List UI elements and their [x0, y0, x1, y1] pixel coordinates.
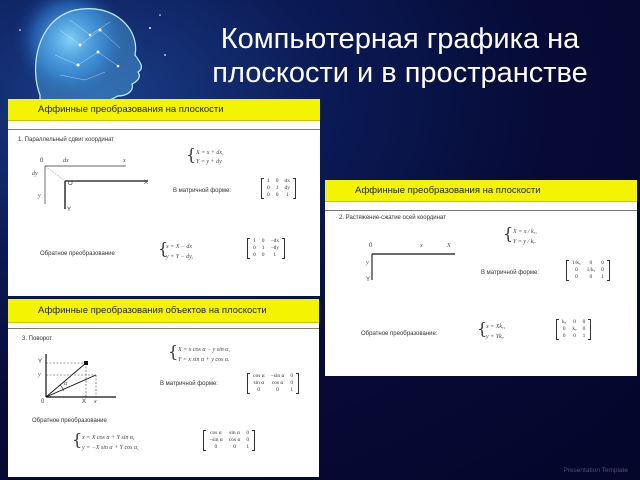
- X-axis-label: X: [144, 180, 149, 186]
- inverse-equation-1: x = X cos α + Y sin α,: [82, 435, 135, 441]
- brace: {: [72, 430, 83, 449]
- X-axis-label: X: [82, 399, 87, 405]
- Y-axis-label: Y: [67, 207, 72, 213]
- inverse-equation-1: x = Xkₓ,: [486, 324, 506, 330]
- equation-1: X = x cos α − y sin α,: [178, 347, 230, 353]
- matrix-label: В матричной форме:: [160, 381, 218, 387]
- slide-header: Аффинные преобразования объектов на плоскости: [8, 299, 319, 323]
- alpha-label: α: [64, 381, 68, 387]
- brace: {: [477, 319, 488, 338]
- slide-translation: [8, 99, 320, 296]
- slide-scaling: [325, 180, 637, 376]
- brace: {: [158, 239, 169, 258]
- inverse-equation-2: y = Y − dy,: [166, 254, 193, 260]
- equation-1: X = x + dx,: [196, 150, 224, 156]
- dx-label: dx: [63, 158, 69, 164]
- inverse-matrix: 1 0 −dx 0 1 −dy 0 0 1: [250, 238, 282, 259]
- inverse-label: Обратное преобразование: [32, 418, 107, 424]
- ai-head-illustration: [0, 0, 175, 100]
- equation-2: Y = y / kᵧ.: [513, 239, 537, 245]
- inverse-matrix: cos α sin α 0 −sin α cos α 0 0 0 1: [206, 430, 252, 451]
- x-axis-label: x: [123, 158, 126, 164]
- X-axis-label: X: [447, 243, 451, 249]
- equation-2: Y = x sin α + y cos α.: [178, 357, 230, 363]
- equation-2: Y = y + dy: [196, 159, 222, 165]
- brace: {: [168, 342, 179, 361]
- equation-1: X = x / kₓ,: [513, 229, 537, 235]
- matrix-label: В матричной форме:: [481, 270, 539, 276]
- inverse-equation-2: y = Ykᵧ.: [486, 334, 505, 340]
- inverse-label: Обратное преобразование:: [361, 331, 438, 337]
- brace: {: [186, 145, 197, 164]
- item-title: 2. Растяжение-сжатие осей координат: [339, 215, 446, 221]
- Y-axis-label: Y: [366, 277, 371, 283]
- slide-header: Аффинные преобразования на плоскости: [8, 99, 320, 121]
- inverse-label: Обратное преобразование: [40, 251, 115, 257]
- item-title: 3. Поворот: [22, 336, 53, 342]
- slide-rotation: [8, 299, 319, 477]
- head-icon: [0, 0, 175, 100]
- y-axis-label: y: [366, 260, 369, 266]
- watermark: Presentation Template: [563, 467, 628, 474]
- slide-header: Аффинные преобразования на плоскости: [325, 180, 637, 202]
- matrix-label: В матричной форме:: [173, 188, 231, 194]
- origin-label: 0: [369, 243, 373, 249]
- inverse-matrix: kₓ 0 0 0 kᵧ 0 0 0 1: [559, 319, 588, 340]
- inverse-equation-2: y = −X sin α + Y cos α,: [82, 445, 139, 451]
- dy-label: dy: [32, 171, 38, 177]
- Y-axis-label: Y: [38, 359, 43, 365]
- inverse-equation-1: x = X − dx: [166, 244, 193, 250]
- transform-matrix: 1/kₓ 0 0 0 1/kᵧ 0 0 0 1: [569, 260, 607, 281]
- new-origin-label: O: [68, 181, 73, 187]
- page-title: Компьютерная графика на плоскости и в пространстве: [212, 23, 588, 89]
- y-axis-label: y: [38, 193, 41, 199]
- origin-label: 0: [40, 158, 44, 164]
- transform-matrix: 1 0 dx 0 1 dy 0 0 1: [264, 178, 293, 199]
- y-axis-label: y: [38, 372, 41, 378]
- x-axis-label: x: [94, 399, 97, 405]
- transform-matrix: cos α −sin α 0 sin α cos α 0 0 0 1: [250, 373, 296, 394]
- brace: {: [503, 224, 514, 243]
- item-title: 1. Параллельный сдвиг координат: [18, 137, 114, 143]
- origin-label: 0: [41, 399, 45, 405]
- x-axis-label: x: [420, 243, 423, 249]
